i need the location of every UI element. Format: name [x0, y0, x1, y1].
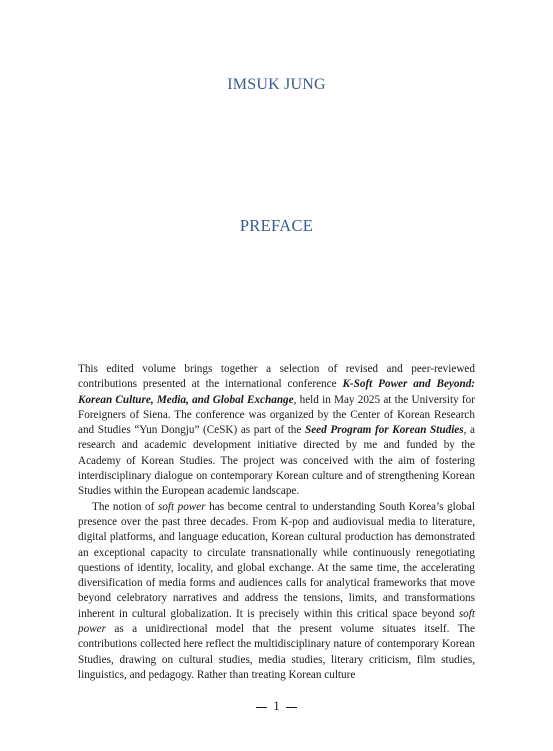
body-text	[78, 362, 475, 683]
paragraph-1	[78, 362, 475, 500]
page-number	[0, 698, 553, 714]
section-title: PREFACE	[239, 216, 314, 235]
page-number-value: 1	[273, 698, 280, 713]
page-number-dash-right	[286, 707, 297, 708]
paragraph-2-text-b: has become central to understanding South Korea’s global presence over the past three decades. From K-pop and audiovisual media to literature, digital platforms, and language education, Korean cultural production has demonstrated an exceptional capacity to circulate transnationally while continuously renegotiating questions of identity, locality, and global exchange. At the same time, the accelerating diversification of media forms and audiences calls for analytical frameworks that move beyond celebratory narratives and address the tensions, limits, and transformations inherent in cultural globalization. It is precisely within this critical space beyond	[78, 500, 475, 620]
paragraph-1-text-a: This edited volume brings together a selection of revised and peer-reviewed contributions presented at the international conference	[78, 363, 475, 391]
program-name: Seed Program for Korean Studies	[304, 424, 464, 437]
author-name: IMSUK JUNG	[227, 76, 326, 93]
conference-title: K-Soft Power and Beyond: Korean Culture, Media, and Global Exchange	[78, 378, 476, 406]
paragraph-1-text-c: , a research and academic development initiative directed by me and funded by the Academy of Korean Studies. The project was conceived with the aim of fostering interdisciplinary dialogue on contemporary Korean culture and of strengthening Korean Studies within the European academic landscape.	[78, 424, 476, 498]
soft-power-term: soft power	[78, 607, 475, 636]
paragraph-2-text-c: as a unidirectional model that the present volume situates itself. The contributions collected here reflect the multidisciplinary nature of contemporary Korean Studies, drawing on cultural studies, media studies, literary criticism, film studies, linguistics, and pedagogy. Rather than treating Korean culture	[78, 623, 475, 681]
page-number-dash-left	[256, 707, 267, 708]
soft-power-term: soft power	[157, 500, 206, 513]
paragraph-2	[78, 500, 475, 684]
paragraph-1-text-b: , held in May 2025 at the University for Foreigners of Siena. The conference was organized by the Center of Korean Research and Studies “Yun Dongju” (CeSK) as part of the	[78, 393, 475, 437]
paragraph-2-text-a: The notion of	[92, 500, 158, 513]
